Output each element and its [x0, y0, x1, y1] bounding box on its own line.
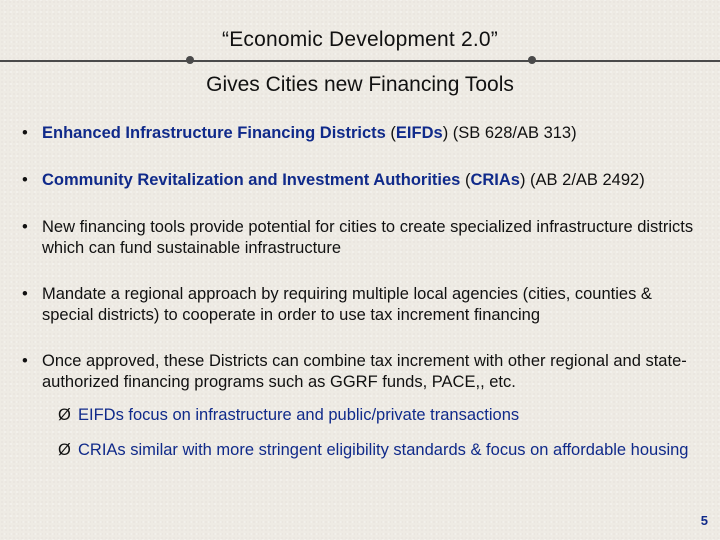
bullet-cria	[22, 170, 702, 191]
title-divider	[0, 60, 720, 62]
cria-acronym: CRIAs	[470, 171, 520, 189]
eifd-name: Enhanced Infrastructure Financing Districts	[42, 124, 386, 142]
eifd-paren: (	[385, 124, 396, 142]
bullet-eifd	[22, 123, 702, 144]
slide-title: “Economic Development 2.0”	[222, 28, 498, 51]
bullet-text: Mandate a regional approach by requiring multiple local agencies (cities, counties & special districts) to cooperate in order to use tax increment financing	[42, 285, 652, 324]
bullet-text: Once approved, these Districts can combine tax increment with other regional and state-authorized financing programs such as GGRF funds, PACE,, etc.	[42, 352, 687, 391]
slide-subtitle: Gives Cities new Financing Tools	[206, 73, 514, 96]
eifd-bill: ) (SB 628/AB 313)	[442, 124, 577, 142]
bullet-dot: •	[22, 171, 28, 189]
subbullet-cria	[58, 440, 698, 461]
bullet-dot: •	[22, 285, 28, 303]
cria-paren: (	[460, 171, 471, 189]
cria-name: Community Revitalization and Investment Authorities	[42, 171, 461, 189]
divider-dot-left	[186, 56, 194, 64]
divider-dot-right	[528, 56, 536, 64]
cria-bill: ) (AB 2/AB 2492)	[519, 171, 645, 189]
bullet-dot: •	[22, 352, 28, 370]
bullet-new-tools	[22, 217, 702, 259]
subbullet-eifd	[58, 405, 698, 426]
subbullet-text: CRIAs similar with more stringent eligibility standards & focus on affordable housing	[78, 441, 689, 459]
bullet-approved	[22, 351, 702, 393]
page-number: 5	[700, 513, 708, 528]
bullet-regional	[22, 284, 702, 326]
bullet-dot: •	[22, 124, 28, 142]
eifd-acronym: EIFDs	[395, 124, 443, 142]
arrow-icon: Ø	[58, 441, 71, 459]
bullet-text: New financing tools provide potential for cities to create specialized infrastructure districts which can fund sustainable infrastructure	[42, 218, 694, 257]
subbullet-text: EIFDs focus on infrastructure and public/private transactions	[78, 406, 520, 424]
bullet-dot: •	[22, 218, 28, 236]
arrow-icon: Ø	[58, 406, 71, 424]
